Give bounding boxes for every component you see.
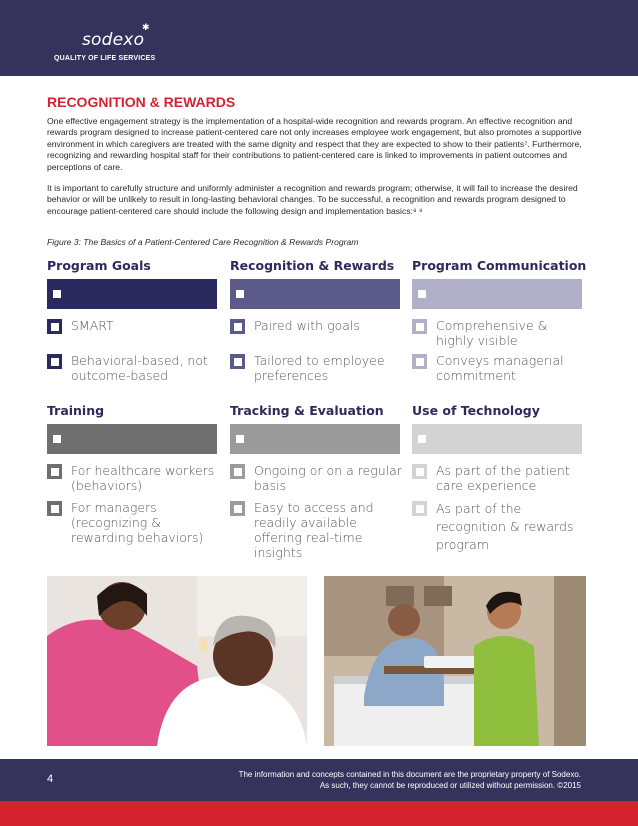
- item-text: Tailored to employee preferences: [254, 353, 385, 383]
- item-text: Paired with goals: [254, 318, 360, 333]
- bullet-square-icon: [47, 319, 62, 334]
- list-item: [412, 500, 582, 554]
- bullet-square-icon: [47, 354, 62, 369]
- list-item: [412, 318, 582, 348]
- color-bar-training: [47, 424, 217, 454]
- bar-square-icon: [53, 290, 61, 298]
- photo-staff-serving-meal: [324, 576, 586, 746]
- bullet-square-icon: [230, 501, 245, 516]
- paragraph-intro: One effective engagement strategy is the implementation of a hospital-wide recognition and rewards program. An effective recognition and rewards program designed to increase patient-centered care not only increases employee work engagement, but also promotes a supportive environment in which caregivers are treated with the same dignity and respect that they are expected to show to their patients⁷. Furthermore, recognizing and rewarding hospital staff for their contributions to patient-centered care is linked to improvements in patient outcomes and perceptions of care.: [47, 116, 582, 172]
- bullet-square-icon: [230, 319, 245, 334]
- item-text: As part of the recognition & rewards program: [436, 501, 574, 552]
- list-item: [47, 353, 217, 383]
- page-number: 4: [47, 773, 54, 785]
- color-bar-recognition-rewards: [230, 279, 400, 309]
- bullet-square-icon: [230, 464, 245, 479]
- bullet-square-icon: [412, 354, 427, 369]
- column-heading-program-communication: Program Communication: [412, 258, 587, 273]
- paragraph-basics: It is important to carefully structure and uniformly administer a recognition and rewards program; otherwise, it will fail to increase the desired behavior or will be unlikely to result in long-lasting behavioral changes. To be successful, a recognition and rewards program designed to encourage patient-centered care should include the following design and implementation basics:⁸ ⁹: [47, 183, 578, 216]
- logo-tagline: QUALITY OF LIFE SERVICES: [54, 55, 156, 62]
- footer-red-band: [0, 801, 638, 826]
- list-item: [412, 463, 582, 493]
- bullet-square-icon: [412, 464, 427, 479]
- column-heading-recognition-rewards: Recognition & Rewards: [230, 258, 395, 273]
- bar-square-icon: [236, 290, 244, 298]
- item-text: As part of the patient care experience: [436, 463, 570, 493]
- item-text: For managers (recognizing & rewarding behaviors): [71, 500, 204, 545]
- column-heading-program-goals: Program Goals: [47, 258, 151, 273]
- column-heading-training: Training: [47, 403, 105, 418]
- bar-square-icon: [236, 435, 244, 443]
- item-text: Ongoing or on a regular basis: [254, 463, 402, 493]
- page-header: [0, 0, 638, 76]
- item-text: Behavioral-based, not outcome-based: [71, 353, 208, 383]
- item-text: Conveys managerial commitment: [436, 353, 564, 383]
- figure-caption: Figure 3: The Basics of a Patient-Centered Care Recognition & Rewards Program: [47, 237, 359, 247]
- section-title: RECOGNITION & REWARDS: [47, 94, 236, 110]
- list-item: [230, 500, 402, 560]
- color-bar-use-of-technology: [412, 424, 582, 454]
- list-item: [47, 318, 217, 334]
- photo-caregiver-with-patient: [47, 576, 307, 746]
- logo-wordmark: sodexo: [82, 30, 145, 50]
- bar-square-icon: [418, 435, 426, 443]
- list-item: [47, 463, 217, 493]
- column-heading-tracking-evaluation: Tracking & Evaluation: [230, 403, 384, 418]
- bullet-square-icon: [230, 354, 245, 369]
- list-item: [230, 353, 400, 383]
- list-item: [230, 318, 400, 334]
- caregiver-illustration: [47, 576, 307, 746]
- sodexo-logo: [54, 23, 164, 70]
- bullet-square-icon: [412, 319, 427, 334]
- color-bar-program-goals: [47, 279, 217, 309]
- bullet-square-icon: [47, 501, 62, 516]
- list-item: [47, 500, 217, 545]
- list-item: [230, 463, 402, 493]
- bar-square-icon: [53, 435, 61, 443]
- color-bar-program-communication: [412, 279, 582, 309]
- item-text: For healthcare workers (behaviors): [71, 463, 215, 493]
- column-heading-use-of-technology: Use of Technology: [412, 403, 540, 418]
- item-text: Easy to access and readily available offering real-time insights: [254, 500, 374, 560]
- meal-service-illustration: [324, 576, 586, 746]
- bullet-square-icon: [47, 464, 62, 479]
- footer-disclaimer: [181, 770, 581, 791]
- list-item: [412, 353, 582, 383]
- bullet-square-icon: [412, 501, 427, 516]
- item-text: Comprehensive & highly visible: [436, 318, 548, 348]
- color-bar-tracking-evaluation: [230, 424, 400, 454]
- bar-square-icon: [418, 290, 426, 298]
- footer-disclaimer-line2: As such, they cannot be reproduced or utilized without permission. ©2015: [319, 780, 581, 790]
- footer-disclaimer-line1: The information and concepts contained in this document are the proprietary property of Sodexo.: [238, 770, 581, 779]
- logo-star-icon: ✱: [142, 23, 150, 33]
- item-text: SMART: [71, 318, 114, 333]
